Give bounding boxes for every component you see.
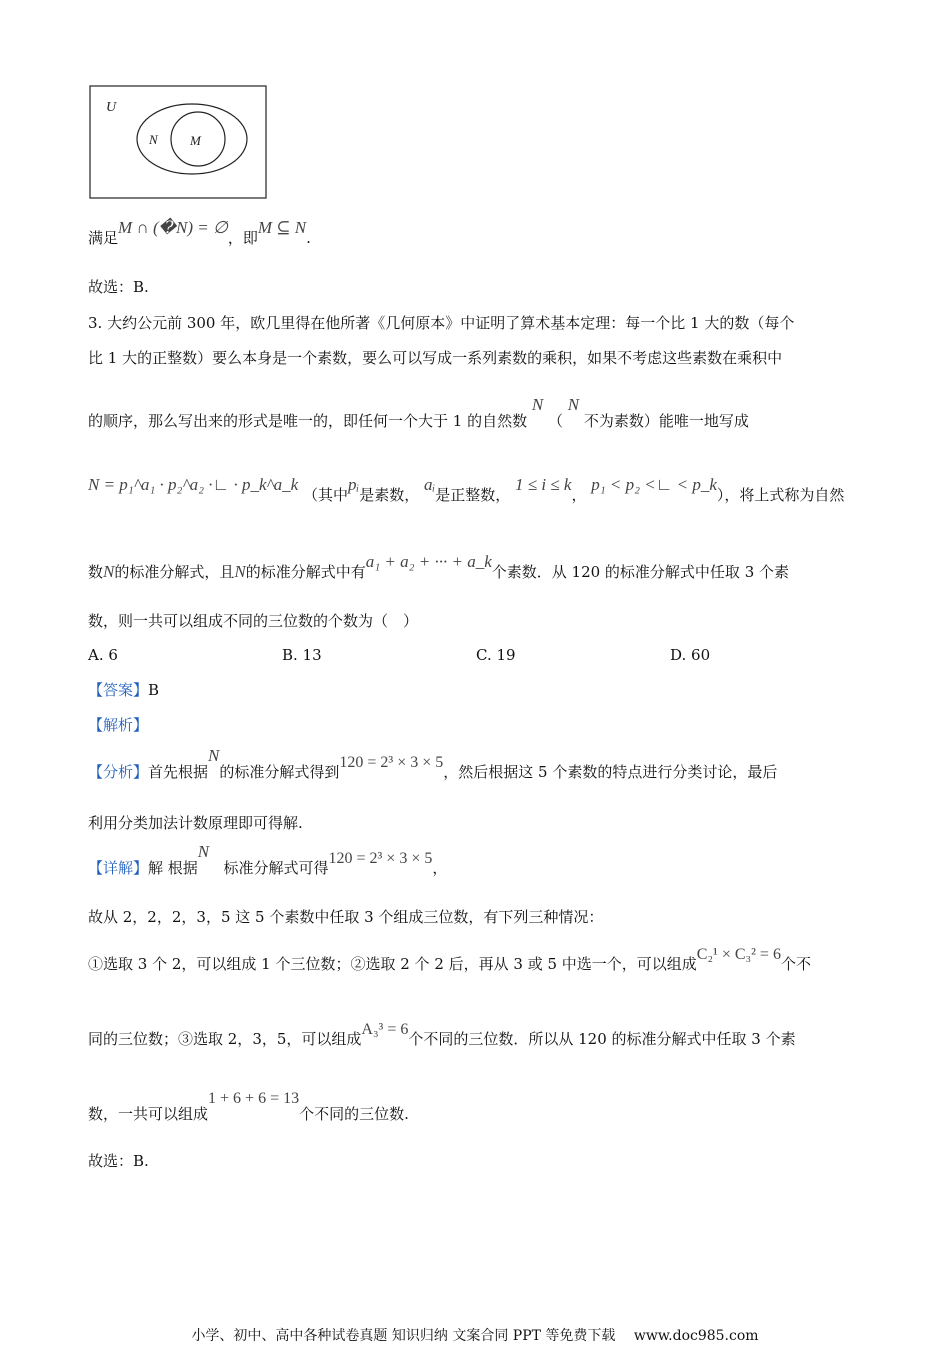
- xiangjie-line-2: 故从 2，2，2，3，5 这 5 个素数中任取 3 个组成三位数，有下列三种情况：: [88, 908, 604, 926]
- option-c: C. 19: [476, 646, 516, 664]
- q3-line-2: 比 1 大的正整数）要么本身是一个素数，要么可以写成一系列素数的乘积，如果不考虑这些素数在乘积中: [88, 349, 783, 367]
- xiangjie-line-3: ①选取 3 个 2，可以组成 1 个三位数；②选取 2 个 2 后，再从 3 或 5 中选一个，可以组成C₂¹ × C₃² = 6个不: [88, 946, 811, 973]
- xiangjie-line-1: 【详解】解 根据N 标准分解式可得120 = 2³ × 3 × 5，: [88, 842, 448, 877]
- xiangjie-line-5: 数，一共可以组成1 + 6 + 6 = 13个不同的三位数.: [88, 1090, 409, 1123]
- q3-line-4: N = p₁^a₁ · p₂^a₂ ·∟ · p_k^a_k （其中pᵢ是素数， aᵢ是正整数， 1 ≤ i ≤ k， p₁ < p₂ <∟ < p_k），将上式称为自然: [88, 475, 845, 504]
- fenxi-line-2: 利用分类加法计数原理即可得解.: [88, 814, 303, 832]
- fenxi-line-1: 【分析】首先根据N的标准分解式得到120 = 2³ × 3 × 5，然后根据这 5 个素数的特点进行分类讨论，最后: [88, 746, 778, 781]
- page-footer: 小学、初中、高中各种试卷真题 知识归纳 文案合同 PPT 等免费下载 www.doc985.com: [191, 1328, 759, 1344]
- xiangjie-line-4: 同的三位数；③选取 2，3，5，可以组成A₃³ = 6个不同的三位数．所以从 120 的标准分解式中任取 3 个素: [88, 1021, 796, 1048]
- satisfy-line: 满足M ∩ (�N) = ∅，即M ⊆ N.: [88, 218, 311, 247]
- q3-line-1: 3. 大约公元前 300 年，欧几里得在他所著《几何原本》中证明了算术基本定理：每一个比 1 大的数（每个: [88, 314, 795, 332]
- venn-label-u: U: [106, 100, 117, 115]
- q3-line-3: 的顺序，那么写出来的形式是唯一的，即任何一个大于 1 的自然数 N （ N 不为素数）能唯一地写成: [88, 395, 749, 430]
- option-b: B. 13: [282, 646, 322, 664]
- option-a: A. 6: [88, 646, 118, 664]
- option-d: D. 60: [670, 646, 711, 664]
- answer-choice-2: 故选：B.: [88, 1152, 149, 1170]
- universal-set-box: [90, 86, 266, 198]
- venn-diagram: [88, 84, 278, 204]
- q3-line-5: 数N的标准分解式，且N的标准分解式中有a₁ + a₂ + ··· + a_k个素数．从 120 的标准分解式中任取 3 个素: [88, 552, 790, 581]
- answer-label: 【答案】: [88, 681, 149, 699]
- venn-label-n: N: [149, 132, 158, 147]
- answer-value: B: [148, 681, 160, 699]
- answer-line: [88, 680, 159, 700]
- answer-choice-1: 故选：B.: [88, 278, 149, 296]
- q3-line-6: 数，则一共可以组成不同的三位数的个数为（ ）: [88, 612, 419, 630]
- venn-label-m: M: [190, 133, 201, 148]
- analysis-label: 【解析】: [88, 716, 149, 734]
